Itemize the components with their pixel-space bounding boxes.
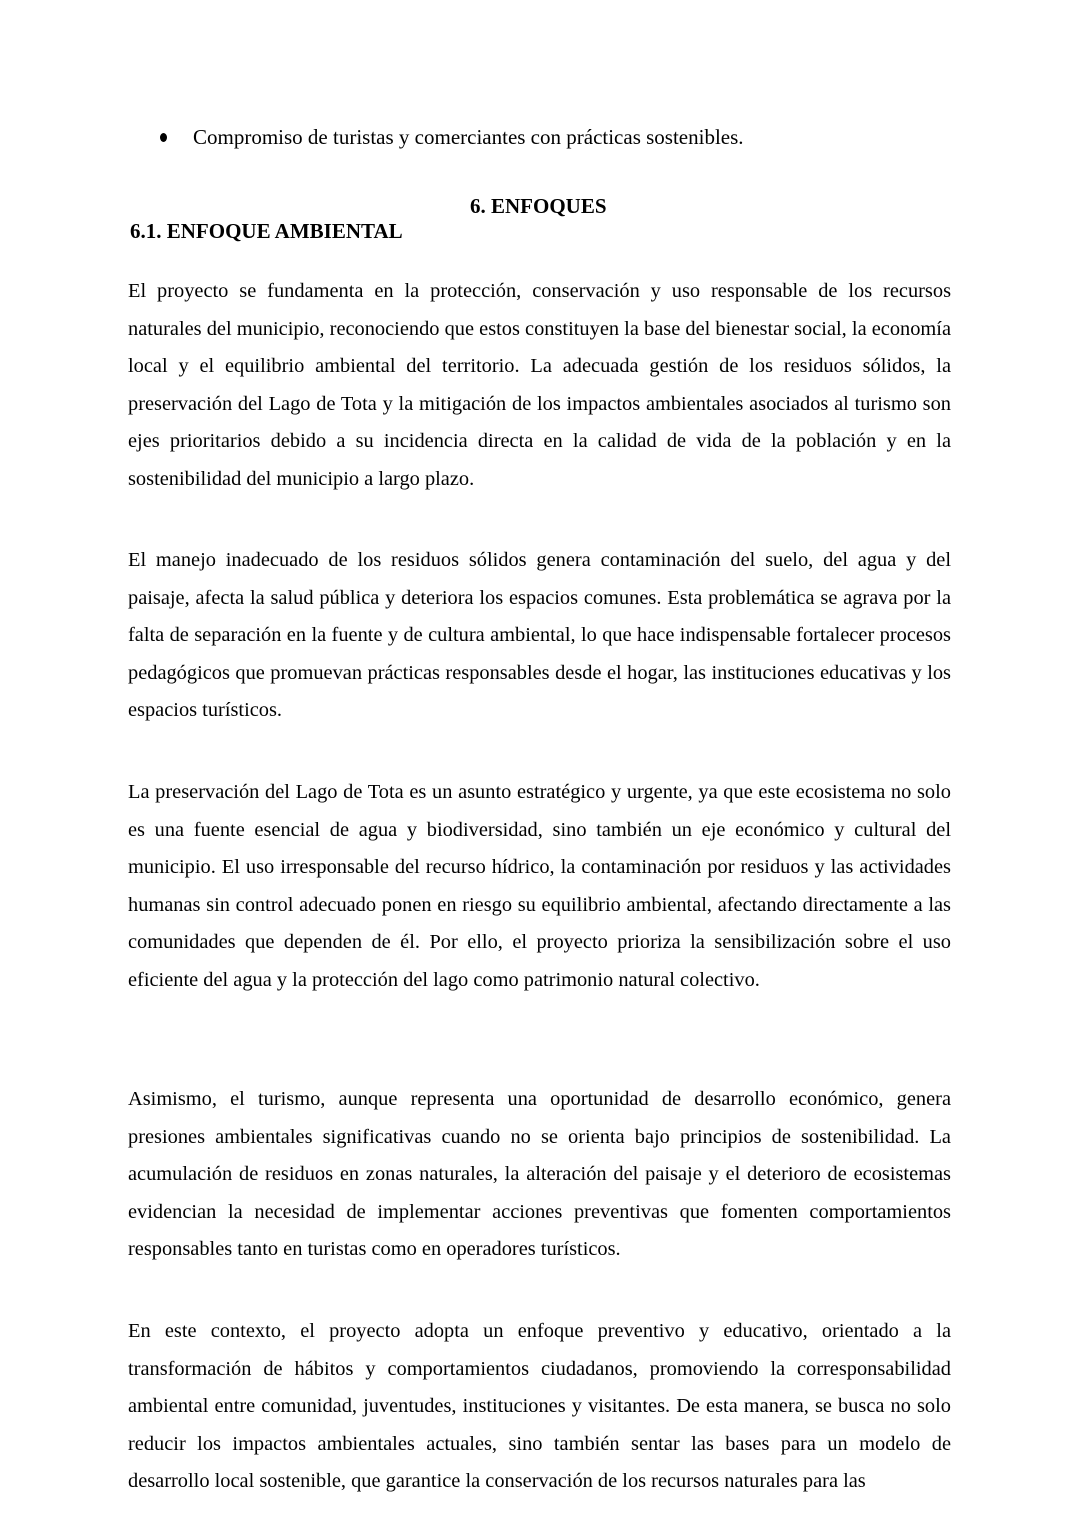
- paragraph: Asimismo, el turismo, aunque representa una oportunidad de desarrollo económico, genera presiones ambientales significativas cuando no se orienta bajo principios de sostenibilidad. La acumulación de residuos en zonas naturales, la alteración del paisaje y el deterioro de ecosistemas evidencian la necesidad de implementar acciones preventivas que fomenten comportamientos responsables tanto en turistas como en operadores turísticos.: [128, 1088, 951, 1260]
- paragraph: El manejo inadecuado de los residuos sólidos genera contaminación del suelo, del agua y del paisaje, afecta la salud pública y deteriora los espacios comunes. Esta problemática se agrava por la falta de separación en la fuente y de cultura ambiental, lo que hace indispensable fortalecer procesos pedagógicos que promuevan prácticas responsables desde el hogar, las instituciones educativas y los espacios turísticos.: [128, 549, 951, 721]
- paragraph: El proyecto se fundamenta en la protección, conservación y uso responsable de los recursos naturales del municipio, reconociendo que estos constituyen la base del bienestar social, la economía local y el equilibrio ambiental del territorio. La adecuada gestión de los residuos sólidos, la preservación del Lago de Tota y la mitigación de los impactos ambientales asociados al turismo son ejes prioritarios debido a su incidencia directa en la calidad de vida de la población y en la sostenibilidad del municipio a largo plazo.: [128, 280, 951, 490]
- bullet-icon: [160, 133, 167, 142]
- bullet-text: Compromiso de turistas y comerciantes con prácticas sostenibles.: [193, 125, 744, 149]
- section-title: 6. ENFOQUES: [470, 194, 607, 218]
- subsection-title: 6.1. ENFOQUE AMBIENTAL: [130, 219, 403, 243]
- paragraph: La preservación del Lago de Tota es un asunto estratégico y urgente, ya que este ecosistema no solo es una fuente esencial de agua y biodiversidad, sino también un eje económico y cultural del municipio. El uso irresponsable del recurso hídrico, la contaminación por residuos y las actividades humanas sin control adecuado ponen en riesgo su equilibrio ambiental, afectando directamente a las comunidades que dependen de él. Por ello, el proyecto prioriza la sensibilización sobre el uso eficiente del agua y la protección del lago como patrimonio natural colectivo.: [128, 781, 951, 991]
- bullet-item: [160, 122, 744, 152]
- paragraph: En este contexto, el proyecto adopta un enfoque preventivo y educativo, orientado a la transformación de hábitos y comportamientos ciudadanos, promoviendo la corresponsabilidad ambiental entre comunidad, juventudes, instituciones y visitantes. De esta manera, se busca no solo reducir los impactos ambientales actuales, sino también sentar las bases para un modelo de desarrollo local sostenible, que garantice la conservación de los recursos naturales para las: [128, 1320, 951, 1492]
